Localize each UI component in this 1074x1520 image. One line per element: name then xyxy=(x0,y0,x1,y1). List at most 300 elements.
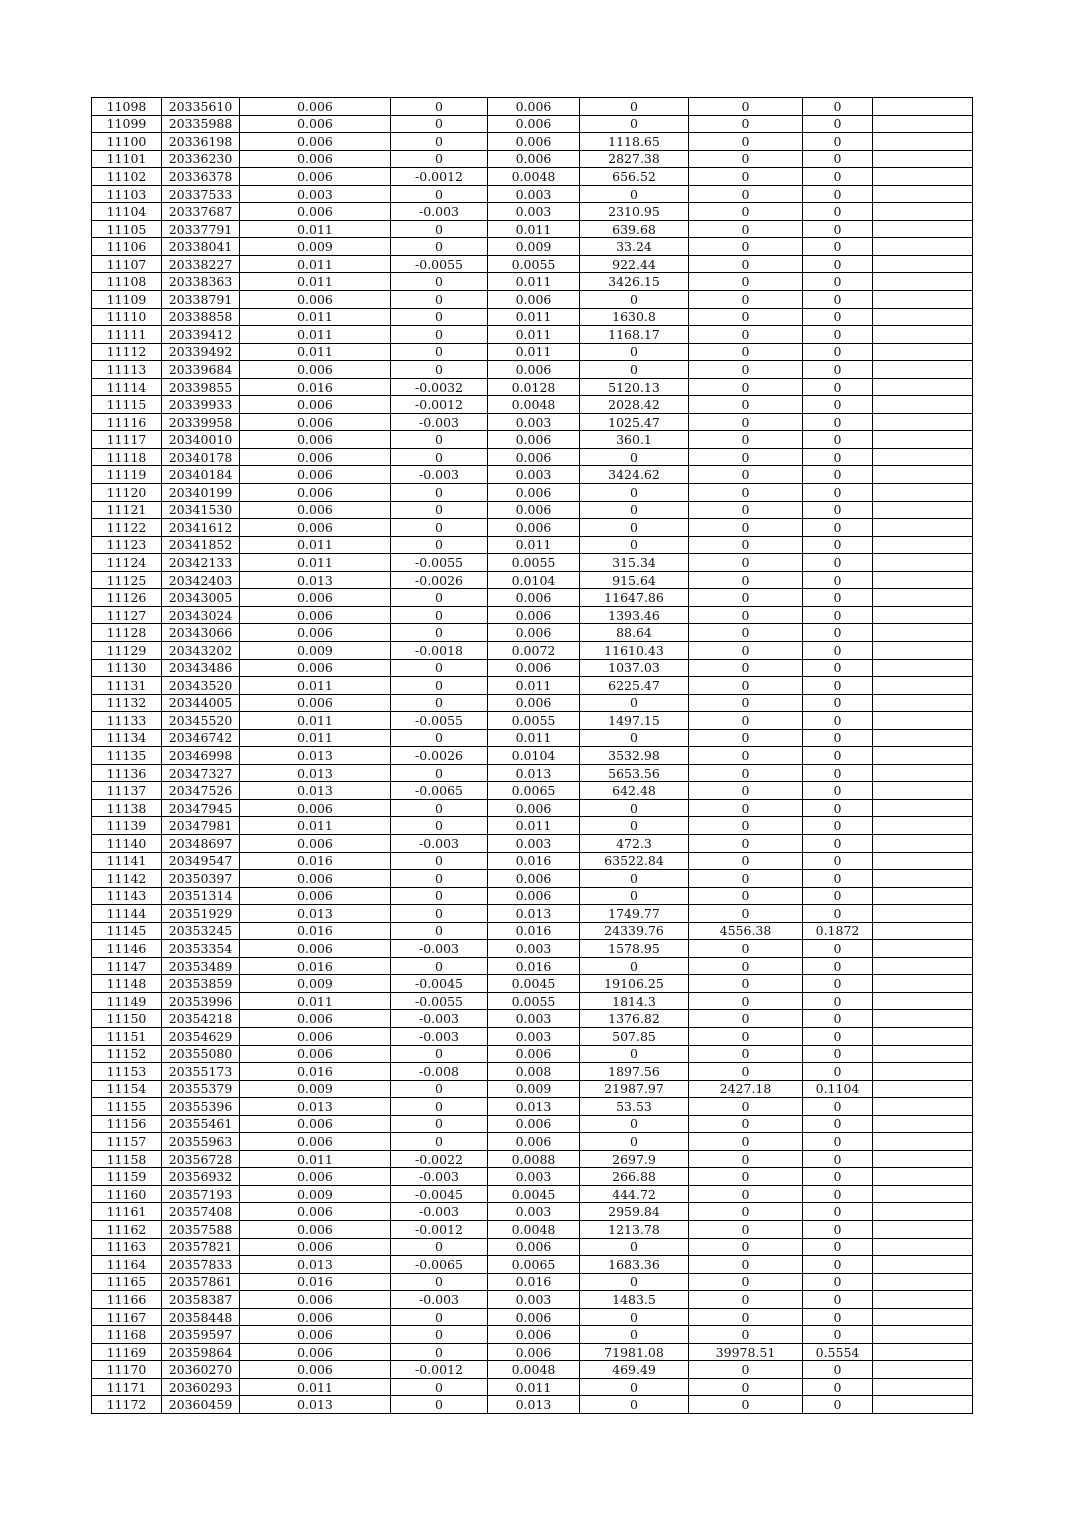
amount-cell: 0 xyxy=(580,501,689,519)
ratio-cell: 0 xyxy=(803,150,873,168)
amount-cell: 472.3 xyxy=(580,834,689,852)
table-row xyxy=(92,1115,973,1133)
blank-cell xyxy=(873,1115,973,1133)
blank-cell xyxy=(873,905,973,923)
amount-2-cell: 2427.18 xyxy=(689,1080,803,1098)
value-b-cell: 0.006 xyxy=(488,98,580,116)
value-a-cell: 0.006 xyxy=(240,361,391,379)
amount-cell: 0 xyxy=(580,817,689,835)
ratio-cell: 0.1104 xyxy=(803,1080,873,1098)
amount-cell: 2827.38 xyxy=(580,150,689,168)
adjust-cell: 0 xyxy=(391,536,488,554)
amount-cell: 0 xyxy=(580,115,689,133)
seq-cell: 11163 xyxy=(92,1238,162,1256)
amount-cell: 1630.8 xyxy=(580,308,689,326)
value-b-cell: 0.0055 xyxy=(488,992,580,1010)
adjust-cell: 0 xyxy=(391,133,488,151)
amount-cell: 24339.76 xyxy=(580,922,689,940)
blank-cell xyxy=(873,1273,973,1291)
table-row xyxy=(92,589,973,607)
amount-cell: 1497.15 xyxy=(580,712,689,730)
amount-2-cell: 0 xyxy=(689,1256,803,1274)
adjust-cell: -0.003 xyxy=(391,1010,488,1028)
ratio-cell: 0 xyxy=(803,975,873,993)
adjust-cell: 0 xyxy=(391,694,488,712)
blank-cell xyxy=(873,413,973,431)
seq-cell: 11146 xyxy=(92,940,162,958)
ratio-cell: 0 xyxy=(803,554,873,572)
ratio-cell: 0 xyxy=(803,1203,873,1221)
adjust-cell: -0.003 xyxy=(391,203,488,221)
id-cell: 20347327 xyxy=(162,764,240,782)
amount-2-cell: 0 xyxy=(689,659,803,677)
seq-cell: 11153 xyxy=(92,1063,162,1081)
adjust-cell: 0 xyxy=(391,1396,488,1414)
amount-2-cell: 0 xyxy=(689,1291,803,1309)
id-cell: 20335610 xyxy=(162,98,240,116)
blank-cell xyxy=(873,501,973,519)
value-b-cell: 0.009 xyxy=(488,238,580,256)
amount-2-cell: 0 xyxy=(689,992,803,1010)
amount-cell: 1213.78 xyxy=(580,1221,689,1239)
ratio-cell: 0 xyxy=(803,1238,873,1256)
amount-2-cell: 0 xyxy=(689,115,803,133)
seq-cell: 11164 xyxy=(92,1256,162,1274)
seq-cell: 11112 xyxy=(92,343,162,361)
ratio-cell: 0 xyxy=(803,133,873,151)
adjust-cell: 0 xyxy=(391,273,488,291)
amount-cell: 915.64 xyxy=(580,571,689,589)
blank-cell xyxy=(873,747,973,765)
blank-cell xyxy=(873,133,973,151)
ratio-cell: 0 xyxy=(803,396,873,414)
seq-cell: 11169 xyxy=(92,1343,162,1361)
adjust-cell: -0.0045 xyxy=(391,1185,488,1203)
amount-cell: 0 xyxy=(580,185,689,203)
seq-cell: 11140 xyxy=(92,834,162,852)
value-b-cell: 0.011 xyxy=(488,677,580,695)
amount-cell: 2959.84 xyxy=(580,1203,689,1221)
amount-cell: 33.24 xyxy=(580,238,689,256)
table-row xyxy=(92,519,973,537)
adjust-cell: 0 xyxy=(391,870,488,888)
value-b-cell: 0.006 xyxy=(488,589,580,607)
value-a-cell: 0.016 xyxy=(240,1273,391,1291)
table-row xyxy=(92,1063,973,1081)
value-b-cell: 0.013 xyxy=(488,764,580,782)
value-a-cell: 0.006 xyxy=(240,98,391,116)
amount-2-cell: 0 xyxy=(689,887,803,905)
amount-cell: 3532.98 xyxy=(580,747,689,765)
amount-2-cell: 0 xyxy=(689,1185,803,1203)
adjust-cell: -0.0022 xyxy=(391,1150,488,1168)
value-b-cell: 0.006 xyxy=(488,799,580,817)
seq-cell: 11138 xyxy=(92,799,162,817)
seq-cell: 11172 xyxy=(92,1396,162,1414)
seq-cell: 11102 xyxy=(92,168,162,186)
adjust-cell: 0 xyxy=(391,1238,488,1256)
amount-2-cell: 0 xyxy=(689,255,803,273)
amount-cell: 0 xyxy=(580,694,689,712)
ratio-cell: 0 xyxy=(803,1326,873,1344)
ratio-cell: 0 xyxy=(803,361,873,379)
table-row xyxy=(92,1027,973,1045)
id-cell: 20347526 xyxy=(162,782,240,800)
id-cell: 20357833 xyxy=(162,1256,240,1274)
table-row xyxy=(92,238,973,256)
amount-cell: 0 xyxy=(580,1045,689,1063)
ratio-cell: 0 xyxy=(803,255,873,273)
amount-cell: 1168.17 xyxy=(580,326,689,344)
blank-cell xyxy=(873,1027,973,1045)
id-cell: 20351929 xyxy=(162,905,240,923)
ratio-cell: 0.5554 xyxy=(803,1343,873,1361)
value-b-cell: 0.003 xyxy=(488,466,580,484)
adjust-cell: 0 xyxy=(391,817,488,835)
amount-cell: 19106.25 xyxy=(580,975,689,993)
amount-cell: 639.68 xyxy=(580,220,689,238)
table-row xyxy=(92,817,973,835)
table-row xyxy=(92,396,973,414)
id-cell: 20340184 xyxy=(162,466,240,484)
value-b-cell: 0.006 xyxy=(488,431,580,449)
blank-cell xyxy=(873,641,973,659)
amount-2-cell: 0 xyxy=(689,729,803,747)
amount-2-cell: 0 xyxy=(689,185,803,203)
value-b-cell: 0.011 xyxy=(488,343,580,361)
value-b-cell: 0.0055 xyxy=(488,554,580,572)
id-cell: 20355173 xyxy=(162,1063,240,1081)
seq-cell: 11130 xyxy=(92,659,162,677)
seq-cell: 11145 xyxy=(92,922,162,940)
amount-cell: 1037.03 xyxy=(580,659,689,677)
blank-cell xyxy=(873,115,973,133)
id-cell: 20339855 xyxy=(162,378,240,396)
value-b-cell: 0.003 xyxy=(488,1203,580,1221)
ratio-cell: 0 xyxy=(803,624,873,642)
adjust-cell: -0.0055 xyxy=(391,554,488,572)
table-row xyxy=(92,852,973,870)
table-row xyxy=(92,659,973,677)
ratio-cell: 0 xyxy=(803,1273,873,1291)
amount-2-cell: 0 xyxy=(689,484,803,502)
ratio-cell: 0 xyxy=(803,220,873,238)
table-row xyxy=(92,957,973,975)
id-cell: 20340010 xyxy=(162,431,240,449)
blank-cell xyxy=(873,1256,973,1274)
table-row xyxy=(92,905,973,923)
seq-cell: 11150 xyxy=(92,1010,162,1028)
value-a-cell: 0.013 xyxy=(240,571,391,589)
value-b-cell: 0.013 xyxy=(488,1396,580,1414)
adjust-cell: 0 xyxy=(391,431,488,449)
blank-cell xyxy=(873,326,973,344)
table-row xyxy=(92,1098,973,1116)
adjust-cell: 0 xyxy=(391,1045,488,1063)
adjust-cell: 0 xyxy=(391,1308,488,1326)
table-row xyxy=(92,1203,973,1221)
blank-cell xyxy=(873,361,973,379)
amount-cell: 0 xyxy=(580,1273,689,1291)
value-b-cell: 0.0048 xyxy=(488,1221,580,1239)
adjust-cell: 0 xyxy=(391,624,488,642)
table-row xyxy=(92,1238,973,1256)
amount-2-cell: 0 xyxy=(689,308,803,326)
blank-cell xyxy=(873,1168,973,1186)
amount-2-cell: 0 xyxy=(689,1308,803,1326)
amount-2-cell: 0 xyxy=(689,1221,803,1239)
value-a-cell: 0.006 xyxy=(240,624,391,642)
value-a-cell: 0.006 xyxy=(240,396,391,414)
adjust-cell: -0.0065 xyxy=(391,782,488,800)
table-row xyxy=(92,185,973,203)
id-cell: 20355963 xyxy=(162,1133,240,1151)
value-a-cell: 0.006 xyxy=(240,606,391,624)
blank-cell xyxy=(873,203,973,221)
amount-2-cell: 0 xyxy=(689,361,803,379)
amount-2-cell: 0 xyxy=(689,378,803,396)
table-row xyxy=(92,448,973,466)
seq-cell: 11143 xyxy=(92,887,162,905)
value-a-cell: 0.006 xyxy=(240,1343,391,1361)
adjust-cell: -0.0012 xyxy=(391,1361,488,1379)
ratio-cell: 0 xyxy=(803,659,873,677)
amount-2-cell: 0 xyxy=(689,1168,803,1186)
value-a-cell: 0.006 xyxy=(240,1326,391,1344)
table-row xyxy=(92,431,973,449)
blank-cell xyxy=(873,1361,973,1379)
seq-cell: 11132 xyxy=(92,694,162,712)
adjust-cell: 0 xyxy=(391,519,488,537)
id-cell: 20338363 xyxy=(162,273,240,291)
seq-cell: 11157 xyxy=(92,1133,162,1151)
adjust-cell: 0 xyxy=(391,1378,488,1396)
amount-cell: 0 xyxy=(580,870,689,888)
amount-cell: 1393.46 xyxy=(580,606,689,624)
value-b-cell: 0.006 xyxy=(488,1238,580,1256)
seq-cell: 11120 xyxy=(92,484,162,502)
ratio-cell: 0 xyxy=(803,1361,873,1379)
seq-cell: 11123 xyxy=(92,536,162,554)
value-a-cell: 0.006 xyxy=(240,659,391,677)
id-cell: 20337687 xyxy=(162,203,240,221)
value-b-cell: 0.003 xyxy=(488,1291,580,1309)
amount-cell: 0 xyxy=(580,343,689,361)
value-a-cell: 0.006 xyxy=(240,870,391,888)
seq-cell: 11122 xyxy=(92,519,162,537)
blank-cell xyxy=(873,817,973,835)
table-row xyxy=(92,975,973,993)
amount-cell: 6225.47 xyxy=(580,677,689,695)
table-row xyxy=(92,98,973,116)
id-cell: 20346998 xyxy=(162,747,240,765)
seq-cell: 11113 xyxy=(92,361,162,379)
table-row xyxy=(92,466,973,484)
seq-cell: 11167 xyxy=(92,1308,162,1326)
value-a-cell: 0.009 xyxy=(240,1185,391,1203)
value-b-cell: 0.003 xyxy=(488,834,580,852)
blank-cell xyxy=(873,1010,973,1028)
value-b-cell: 0.003 xyxy=(488,203,580,221)
blank-cell xyxy=(873,1133,973,1151)
value-b-cell: 0.013 xyxy=(488,905,580,923)
value-a-cell: 0.016 xyxy=(240,957,391,975)
value-a-cell: 0.011 xyxy=(240,992,391,1010)
blank-cell xyxy=(873,308,973,326)
table-row xyxy=(92,1361,973,1379)
amount-cell: 315.34 xyxy=(580,554,689,572)
value-b-cell: 0.0045 xyxy=(488,1185,580,1203)
seq-cell: 11160 xyxy=(92,1185,162,1203)
adjust-cell: 0 xyxy=(391,220,488,238)
amount-2-cell: 39978.51 xyxy=(689,1343,803,1361)
amount-2-cell: 0 xyxy=(689,220,803,238)
value-a-cell: 0.011 xyxy=(240,1150,391,1168)
seq-cell: 11171 xyxy=(92,1378,162,1396)
amount-cell: 1897.56 xyxy=(580,1063,689,1081)
ratio-cell: 0 xyxy=(803,992,873,1010)
value-b-cell: 0.0104 xyxy=(488,747,580,765)
blank-cell xyxy=(873,782,973,800)
ratio-cell: 0 xyxy=(803,817,873,835)
id-cell: 20343202 xyxy=(162,641,240,659)
blank-cell xyxy=(873,1063,973,1081)
value-a-cell: 0.006 xyxy=(240,1238,391,1256)
table-row xyxy=(92,571,973,589)
value-a-cell: 0.006 xyxy=(240,1361,391,1379)
table-row xyxy=(92,677,973,695)
ratio-cell: 0 xyxy=(803,1168,873,1186)
seq-cell: 11149 xyxy=(92,992,162,1010)
value-a-cell: 0.006 xyxy=(240,799,391,817)
table-row xyxy=(92,1308,973,1326)
ratio-cell: 0 xyxy=(803,764,873,782)
value-b-cell: 0.0065 xyxy=(488,782,580,800)
value-a-cell: 0.006 xyxy=(240,694,391,712)
value-b-cell: 0.006 xyxy=(488,448,580,466)
amount-cell: 0 xyxy=(580,1326,689,1344)
seq-cell: 11099 xyxy=(92,115,162,133)
amount-2-cell: 0 xyxy=(689,1203,803,1221)
value-a-cell: 0.013 xyxy=(240,905,391,923)
amount-2-cell: 0 xyxy=(689,98,803,116)
table-row xyxy=(92,554,973,572)
adjust-cell: 0 xyxy=(391,1098,488,1116)
ratio-cell: 0 xyxy=(803,1378,873,1396)
table-row xyxy=(92,1396,973,1414)
seq-cell: 11165 xyxy=(92,1273,162,1291)
amount-cell: 0 xyxy=(580,799,689,817)
seq-cell: 11136 xyxy=(92,764,162,782)
value-a-cell: 0.011 xyxy=(240,536,391,554)
amount-2-cell: 0 xyxy=(689,1045,803,1063)
id-cell: 20340178 xyxy=(162,448,240,466)
table-row xyxy=(92,712,973,730)
value-a-cell: 0.006 xyxy=(240,1221,391,1239)
adjust-cell: -0.0055 xyxy=(391,712,488,730)
blank-cell xyxy=(873,571,973,589)
blank-cell xyxy=(873,677,973,695)
amount-2-cell: 0 xyxy=(689,1115,803,1133)
amount-2-cell: 0 xyxy=(689,1133,803,1151)
adjust-cell: 0 xyxy=(391,1080,488,1098)
id-cell: 20347945 xyxy=(162,799,240,817)
blank-cell xyxy=(873,1308,973,1326)
amount-cell: 266.88 xyxy=(580,1168,689,1186)
table-row xyxy=(92,624,973,642)
value-b-cell: 0.006 xyxy=(488,870,580,888)
blank-cell xyxy=(873,975,973,993)
seq-cell: 11168 xyxy=(92,1326,162,1344)
amount-cell: 2697.9 xyxy=(580,1150,689,1168)
value-a-cell: 0.006 xyxy=(240,1291,391,1309)
amount-cell: 0 xyxy=(580,98,689,116)
value-b-cell: 0.006 xyxy=(488,361,580,379)
table-row xyxy=(92,501,973,519)
adjust-cell: -0.003 xyxy=(391,1291,488,1309)
ratio-cell: 0 xyxy=(803,168,873,186)
value-b-cell: 0.006 xyxy=(488,659,580,677)
blank-cell xyxy=(873,168,973,186)
value-a-cell: 0.011 xyxy=(240,273,391,291)
amount-2-cell: 0 xyxy=(689,606,803,624)
ratio-cell: 0 xyxy=(803,378,873,396)
value-a-cell: 0.011 xyxy=(240,817,391,835)
adjust-cell: 0 xyxy=(391,764,488,782)
value-b-cell: 0.0048 xyxy=(488,168,580,186)
ratio-cell: 0 xyxy=(803,98,873,116)
adjust-cell: 0 xyxy=(391,957,488,975)
amount-2-cell: 0 xyxy=(689,1361,803,1379)
amount-cell: 0 xyxy=(580,536,689,554)
amount-2-cell: 0 xyxy=(689,834,803,852)
blank-cell xyxy=(873,870,973,888)
id-cell: 20350397 xyxy=(162,870,240,888)
value-b-cell: 0.0055 xyxy=(488,255,580,273)
table-row xyxy=(92,343,973,361)
amount-cell: 1483.5 xyxy=(580,1291,689,1309)
value-b-cell: 0.0128 xyxy=(488,378,580,396)
amount-2-cell: 0 xyxy=(689,571,803,589)
amount-cell: 1025.47 xyxy=(580,413,689,431)
seq-cell: 11158 xyxy=(92,1150,162,1168)
table-row xyxy=(92,273,973,291)
value-a-cell: 0.016 xyxy=(240,378,391,396)
blank-cell xyxy=(873,273,973,291)
amount-2-cell: 0 xyxy=(689,782,803,800)
amount-2-cell: 0 xyxy=(689,291,803,309)
table-row xyxy=(92,1256,973,1274)
ratio-cell: 0 xyxy=(803,1115,873,1133)
value-a-cell: 0.011 xyxy=(240,1378,391,1396)
id-cell: 20343024 xyxy=(162,606,240,624)
ratio-cell: 0 xyxy=(803,1291,873,1309)
id-cell: 20343486 xyxy=(162,659,240,677)
amount-cell: 0 xyxy=(580,729,689,747)
table-row xyxy=(92,1185,973,1203)
ratio-cell: 0 xyxy=(803,1256,873,1274)
seq-cell: 11141 xyxy=(92,852,162,870)
table-row xyxy=(92,1326,973,1344)
seq-cell: 11159 xyxy=(92,1168,162,1186)
amount-cell: 922.44 xyxy=(580,255,689,273)
adjust-cell: -0.0012 xyxy=(391,396,488,414)
adjust-cell: -0.0065 xyxy=(391,1256,488,1274)
adjust-cell: -0.0055 xyxy=(391,255,488,273)
amount-2-cell: 0 xyxy=(689,466,803,484)
table-row xyxy=(92,799,973,817)
seq-cell: 11134 xyxy=(92,729,162,747)
